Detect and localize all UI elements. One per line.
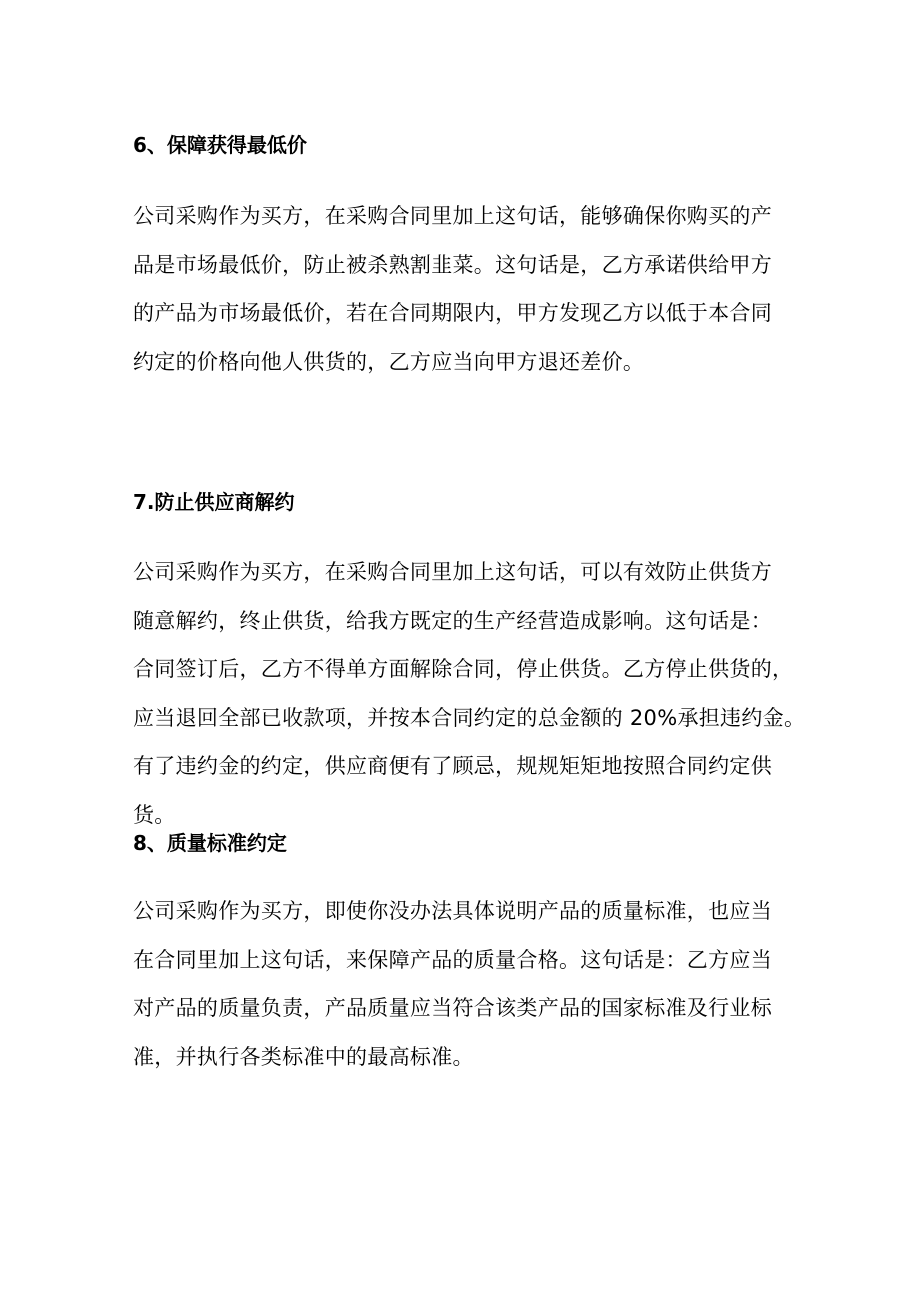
paragraph-line: 对产品的质量负责，产品质量应当符合该类产品的国家标准及行业标	[133, 996, 772, 1020]
section-8-heading: 8、质量标准约定	[133, 831, 287, 855]
paragraph-line: 应当退回全部已收款项，并按本合同约定的总金额的 20%承担违约金。	[133, 705, 806, 730]
section-8-paragraph	[133, 887, 803, 1081]
paragraph-line: 准，并执行各类标准中的最高标准。	[133, 1044, 474, 1069]
section-6-heading: 6、保障获得最低价	[133, 133, 307, 157]
paragraph-line: 品是市场最低价，防止被杀熟割韭菜。这句话是，乙方承诺供给甲方	[133, 252, 772, 277]
paragraph-line: 随意解约，终止供货，给我方既定的生产经营造成影响。这句话是：	[133, 608, 772, 633]
paragraph-line: 公司采购作为买方，在采购合同里加上这句话，能够确保你购买的产	[133, 204, 772, 228]
paragraph-line: 公司采购作为买方，在采购合同里加上这句话，可以有效防止供货方	[133, 560, 772, 584]
paragraph-line: 公司采购作为买方，即使你没办法具体说明产品的质量标准，也应当	[133, 899, 772, 923]
paragraph-line: 合同签订后，乙方不得单方面解除合同，停止供货。乙方停止供货的，	[133, 657, 794, 681]
paragraph-line: 的产品为市场最低价，若在合同期限内，甲方发现乙方以低于本合同	[133, 301, 772, 325]
section-6-paragraph	[133, 192, 803, 386]
paragraph-line: 约定的价格向他人供货的，乙方应当向甲方退还差价。	[133, 349, 645, 374]
paragraph-line: 有了违约金的约定，供应商便有了顾忌，规规矩矩地按照合同约定供	[133, 754, 772, 778]
paragraph-line: 货。	[133, 802, 176, 827]
section-7-paragraph	[133, 548, 806, 839]
section-7-heading: 7.防止供应商解约	[133, 490, 295, 514]
paragraph-line: 在合同里加上这句话，来保障产品的质量合格。这句话是：乙方应当	[133, 947, 772, 972]
